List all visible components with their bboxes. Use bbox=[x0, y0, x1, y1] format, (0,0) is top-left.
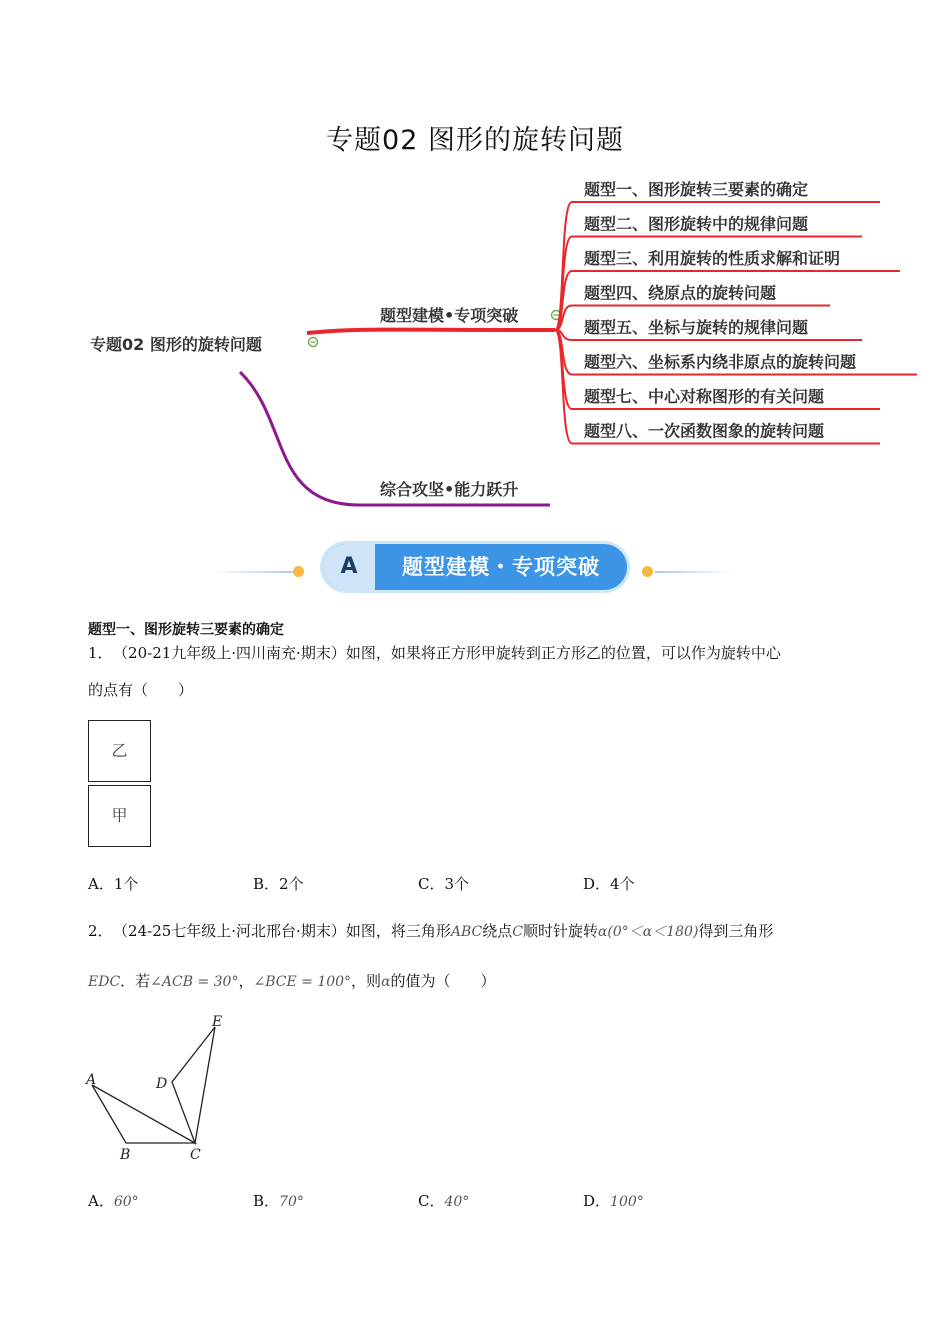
square-yi: 乙 bbox=[88, 720, 151, 782]
mindmap-item[interactable]: 题型一、图形旋转三要素的确定 bbox=[584, 180, 809, 199]
question-2-line2: EDC．若∠ACB = 30°，∠BCE = 100°，则α的值为（ ） bbox=[88, 972, 496, 990]
triangle-edc bbox=[172, 1027, 215, 1143]
banner-pill bbox=[323, 544, 627, 590]
mindmap-item[interactable]: 题型八、一次函数图象的旋转问题 bbox=[584, 421, 825, 441]
banner-text: 题型建模・专项突破 bbox=[402, 555, 600, 579]
triangle-abc bbox=[92, 1085, 195, 1143]
option-b[interactable]: B．2个 bbox=[253, 875, 304, 893]
label-e: E bbox=[212, 1014, 223, 1030]
question-1-line1: 1． （20-21九年级上·四川南充·期末）如图，如果将正方形甲旋转到正方形乙的位置，可以作为旋转中心 bbox=[88, 644, 781, 662]
square-jia: 甲 bbox=[88, 785, 151, 847]
mindmap-connector bbox=[555, 330, 572, 444]
option-b[interactable]: B．70° bbox=[253, 1192, 304, 1210]
option-c[interactable]: C．3个 bbox=[418, 875, 470, 893]
option-d[interactable]: D．4个 bbox=[583, 875, 635, 893]
mindmap-item[interactable]: 题型四、绕原点的旋转问题 bbox=[584, 283, 777, 303]
mindmap-branch2[interactable]: 综合攻坚•能力跃升 bbox=[380, 480, 519, 499]
triangle-figure bbox=[80, 1010, 250, 1170]
option-a[interactable]: A．1个 bbox=[88, 875, 139, 893]
mindmap-branch1-connector bbox=[307, 330, 555, 333]
section-heading: 题型一、图形旋转三要素的确定 bbox=[88, 622, 284, 638]
mindmap-root: 专题02 图形的旋转问题 bbox=[90, 335, 262, 354]
option-a[interactable]: A．60° bbox=[88, 1192, 139, 1210]
label-d: D bbox=[156, 1076, 168, 1092]
label-a: A bbox=[86, 1072, 97, 1088]
dot-icon bbox=[293, 566, 304, 577]
label-b: B bbox=[120, 1147, 131, 1163]
question-1-line2: 的点有（ ） bbox=[88, 681, 194, 699]
mindmap-item[interactable]: 题型五、坐标与旋转的规律问题 bbox=[584, 318, 809, 337]
dot-icon bbox=[642, 566, 653, 577]
mindmap-branch1[interactable]: 题型建模•专项突破 bbox=[380, 306, 519, 325]
mindmap-item[interactable]: 题型二、图形旋转中的规律问题 bbox=[584, 214, 809, 234]
option-d[interactable]: D．100° bbox=[583, 1192, 644, 1210]
option-c[interactable]: C．40° bbox=[418, 1192, 470, 1210]
label-c: C bbox=[190, 1147, 201, 1163]
section-banner bbox=[215, 544, 735, 592]
mindmap bbox=[0, 0, 950, 520]
page-title: 专题02 图形的旋转问题 bbox=[326, 125, 624, 156]
question-2-line1: 2． （24-25七年级上·河北邢台·期末）如图，将三角形ABC绕点C顺时针旋转α(0°＜α＜180)得到三角形 bbox=[88, 922, 774, 940]
banner-letter: A bbox=[323, 544, 375, 590]
mindmap-item[interactable]: 题型七、中心对称图形的有关问题 bbox=[584, 387, 825, 406]
mindmap-item[interactable]: 题型六、坐标系内绕非原点的旋转问题 bbox=[584, 352, 857, 372]
mindmap-item[interactable]: 题型三、利用旋转的性质求解和证明 bbox=[584, 249, 841, 268]
